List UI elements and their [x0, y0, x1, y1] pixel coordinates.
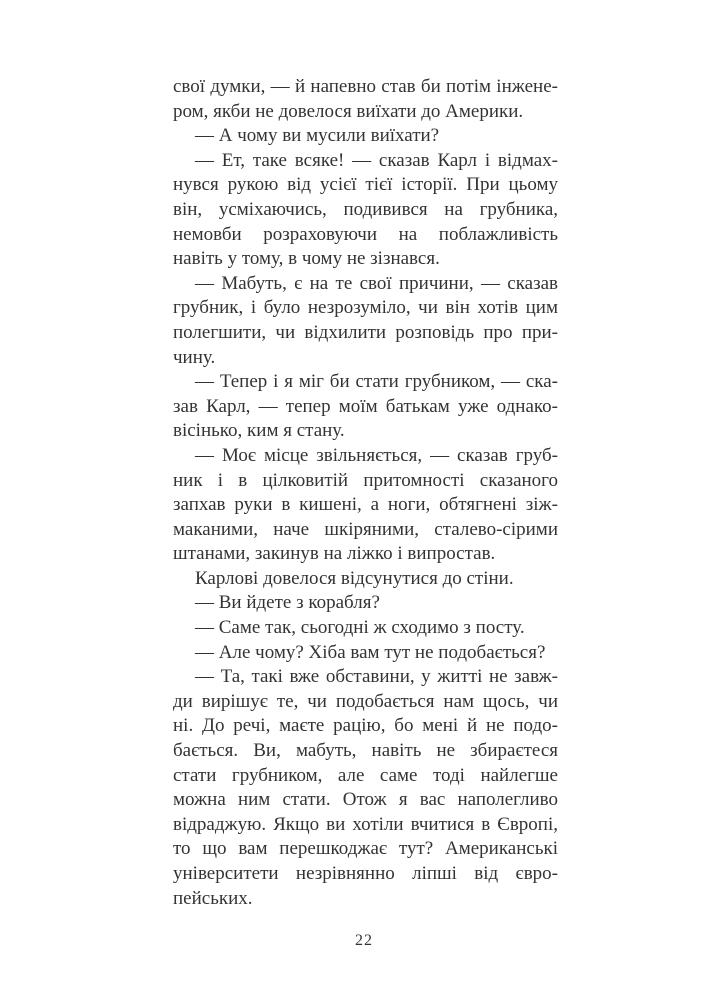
text-line: Карлові довелося відсунутися до стіни. [195, 567, 514, 589]
text-line: — А чому ви мусили виїхати? [195, 125, 440, 147]
text-line: свої думки, — й напевно став би потім інжене- [173, 76, 558, 97]
text-line: — Саме так, сьогодні ж сходимо з посту. [195, 617, 525, 639]
page-body-text [173, 75, 558, 911]
text-line: — Ви йдете з корабля? [195, 592, 380, 614]
text-line: ром, якби не довелося виїхати до Америки. [173, 100, 524, 122]
text-line: пейських. [173, 887, 253, 909]
text-line: штанами, закинув на ліжко і випростав. [173, 543, 496, 565]
text-line: запхав руки в кишені, а ноги, обтягнені зіж- [173, 494, 558, 516]
text-line: зав Карл, — тепер моїм батькам уже однако- [173, 395, 558, 417]
text-line: — Та, такі вже обставини, у житті не завж- [195, 666, 558, 688]
text-line: вісінько, ким я стану. [173, 420, 345, 442]
text-line: — Моє місце звільняється, — сказав груб- [195, 444, 558, 466]
page-number: 22 [355, 932, 373, 949]
text-line: — Тепер і я міг би стати грубником, — ска- [195, 371, 558, 393]
text-line: навіть у тому, в чому не зізнався. [173, 248, 440, 270]
text-line: ди вирішує те, чи подобається нам щось, чи [173, 690, 558, 712]
text-line: ник і в цілковитій притомності сказаного [173, 469, 558, 491]
text-line: він, усміхаючись, подивився на грубника, [173, 198, 558, 220]
text-line: полегшити, чи відхилити розповідь про при- [173, 321, 558, 343]
text-line: немовби розраховуючи на поблажливість [173, 223, 558, 245]
text-line: маканими, наче шкіряними, сталево-сірими [173, 518, 558, 540]
text-line: то що вам перешкоджає тут? Американські [173, 838, 558, 860]
text-line: університети незрівнянно ліпші від євро- [173, 863, 558, 884]
text-line: чину. [173, 346, 216, 368]
text-line: ні. До речі, маєте рацію, бо мені й не подо- [173, 715, 558, 737]
text-line: — Ет, таке всяке! — сказав Карл і відмах- [195, 149, 558, 171]
text-line: — Але чому? Хіба вам тут не подобається? [195, 641, 546, 663]
text-line: можна ним стати. Отож я вас наполегливо [173, 789, 558, 811]
text-line: — Мабуть, є на те свої причини, — сказав [195, 272, 558, 294]
text-line: нувся рукою від усієї тієї історії. При цьому [173, 174, 558, 196]
text-line: стати грубником, але саме тоді найлегше [173, 764, 558, 786]
text-line: відраджую. Якщо ви хотіли вчитися в Європі, [173, 813, 558, 835]
text-line: грубник, і було незрозуміло, чи він хотів цим [173, 297, 558, 319]
text-line: бається. Ви, мабуть, навіть не збираєтеся [173, 740, 558, 762]
